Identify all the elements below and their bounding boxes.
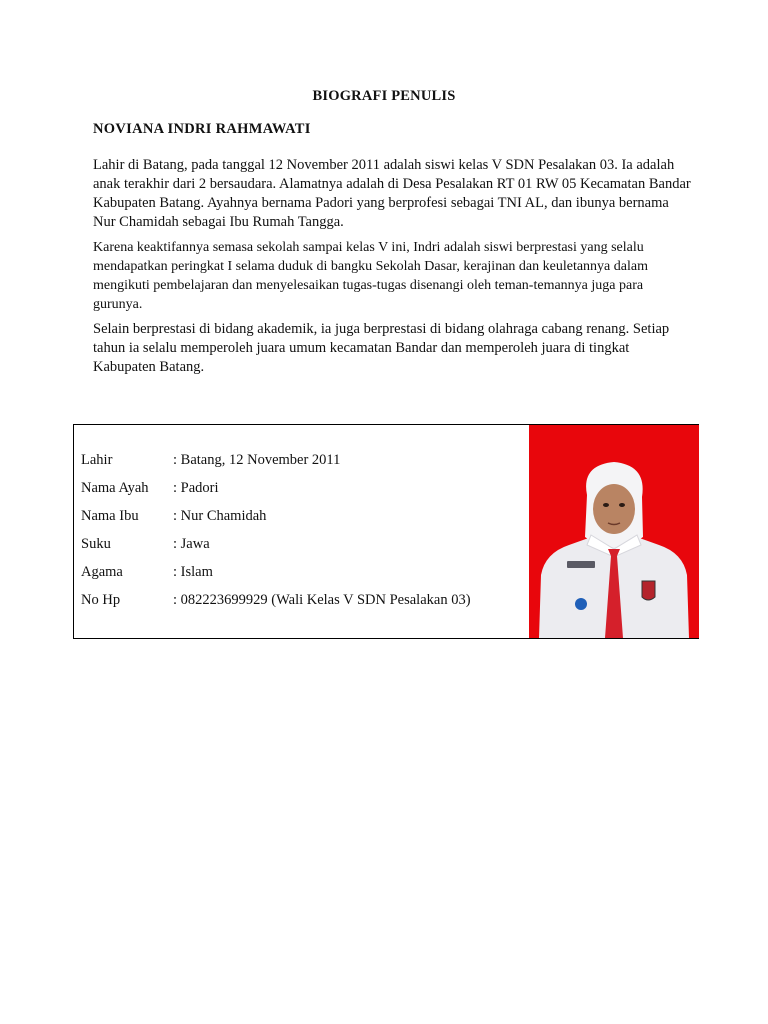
info-row-nama-ibu xyxy=(81,508,471,536)
paragraph-achievement: Karena keaktifannya semasa sekolah sampai kelas V ini, Indri adalah siswi berprestasi yang selalu mendapatkan peringkat I selama duduk di bangku Sekolah Dasar, kerajinan dan keuletannya dalam mengikuti pembelajaran dan menyelesaikan tugas-tugas disenangi oleh teman-temannya juga para gurunya. xyxy=(93,240,648,312)
paragraph-sports: Selain berprestasi di bidang akademik, ia juga berprestasi di bidang olahraga cabang renang. Setiap tahun ia selalu memperoleh juara umum kecamatan Bandar dan memperoleh juara di tingkat Kabupaten Batang. xyxy=(93,321,670,375)
info-row-agama xyxy=(81,564,471,592)
student-portrait-illustration xyxy=(529,425,699,638)
info-row-nama-ayah xyxy=(81,480,471,508)
info-value: : Islam xyxy=(173,564,213,580)
info-row-lahir xyxy=(81,452,471,480)
info-label: Nama Ibu xyxy=(81,508,139,524)
info-label: Suku xyxy=(81,536,111,552)
info-table xyxy=(81,452,471,620)
left-eye xyxy=(603,503,609,507)
info-label: Lahir xyxy=(81,452,113,468)
info-value: : Padori xyxy=(173,480,219,496)
paragraph-birth: Lahir di Batang, pada tanggal 12 November 2011 adalah siswi kelas V SDN Pesalakan 03. Ia adalah anak terakhir dari 2 bersaudara. Alamatnya adalah di Desa Pesalakan RT 01 RW 05 Kecamatan Bandar Kabupaten Batang. Ayahnya bernama Padori yang berprofesi sebagai TNI AL, dan ibunya bernama Nur Chamidah sebagai Ibu Rumah Tangga. xyxy=(93,157,691,230)
info-row-no-hp xyxy=(81,592,471,620)
portrait-photo xyxy=(529,425,699,638)
info-label: Nama Ayah xyxy=(81,480,149,496)
author-name: NOVIANA INDRI RAHMAWATI xyxy=(93,121,311,137)
school-badge xyxy=(642,581,655,600)
info-value: : Nur Chamidah xyxy=(173,508,267,524)
name-tag xyxy=(567,561,595,568)
info-row-suku xyxy=(81,536,471,564)
face xyxy=(593,484,635,534)
info-value: : Jawa xyxy=(173,536,210,552)
info-label: Agama xyxy=(81,564,123,580)
info-value: : Batang, 12 November 2011 xyxy=(173,452,341,468)
school-logo-patch xyxy=(575,598,587,610)
info-value: : 082223699929 (Wali Kelas V SDN Pesalakan 03) xyxy=(173,592,471,608)
info-label: No Hp xyxy=(81,592,121,608)
document-title: BIOGRAFI PENULIS xyxy=(312,88,456,104)
right-eye xyxy=(619,503,625,507)
